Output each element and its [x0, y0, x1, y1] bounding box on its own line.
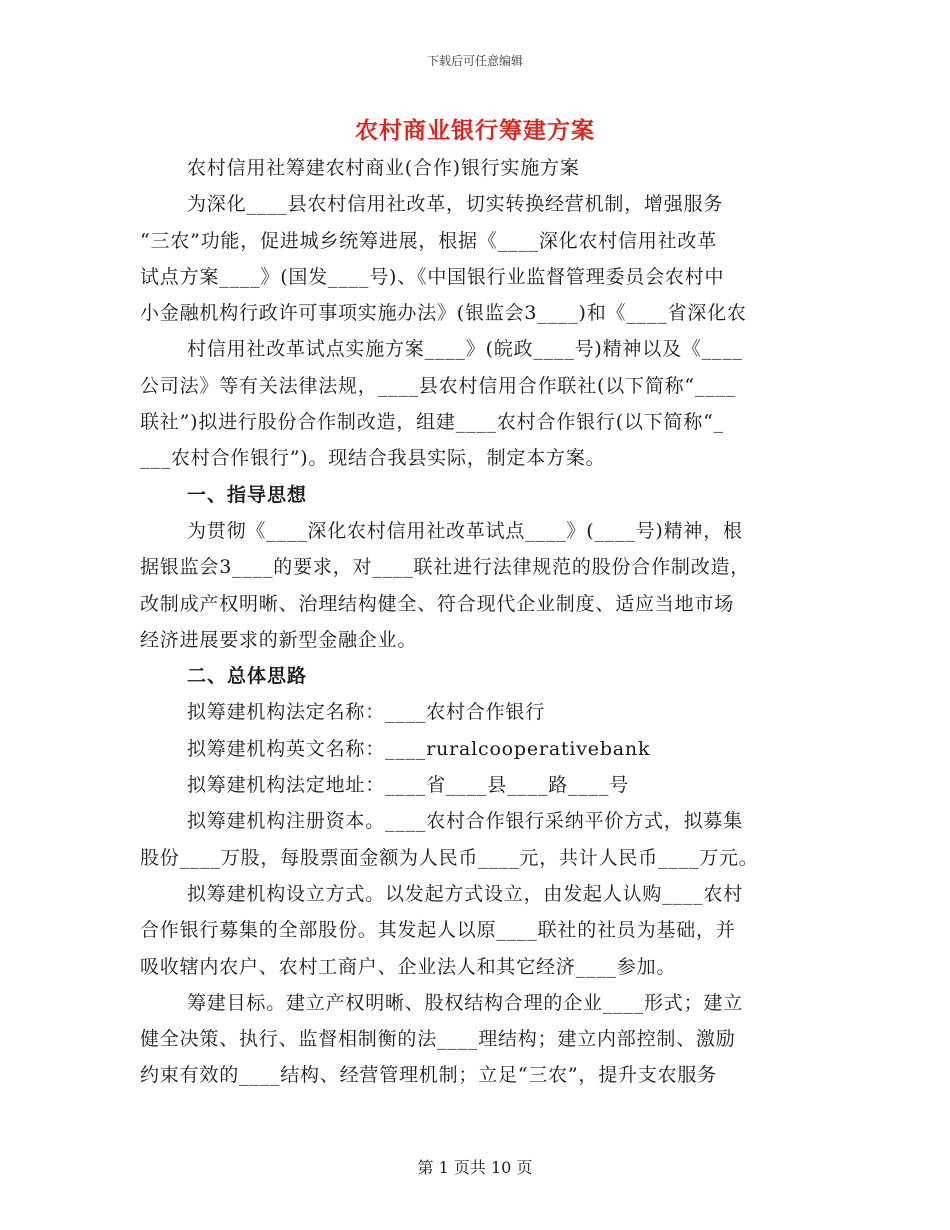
paragraph-line: 拟筹建机构注册资本。____农村合作银行采纳平价方式，拟募集 — [187, 810, 744, 833]
paragraph-line: 农村信用社筹建农村商业(合作)银行实施方案 — [187, 157, 580, 179]
section-heading: 二、总体思路 — [187, 665, 308, 688]
paragraph-line: “三农”功能，促进城乡统筹进展，根据《____深化农村信用社改革 — [140, 229, 718, 252]
document-title: 农村商业银行筹建方案 — [355, 118, 595, 144]
paragraph-line: 改制成产权明晰、治理结构健全、符合现代企业制度、适应当地市场 — [140, 592, 735, 615]
paragraph-line: 联社”)拟进行股份合作制改造，组建____农村合作银行(以下简称“_ — [140, 411, 724, 434]
paragraph-line: 试点方案____》(国发____号)、《中国银行业监督管理委员会农村中 — [140, 265, 725, 288]
page-header: 下载后可任意编辑 — [426, 54, 523, 68]
paragraph-line: 公司法》等有关法律法规，____县农村信用合作联社(以下简称“____ — [140, 374, 737, 397]
paragraph-line: 拟筹建机构英文名称：____ruralcooperativebank — [187, 737, 651, 760]
paragraph-line: 合作银行募集的全部股份。其发起人以原____联社的社员为基础，并 — [140, 919, 736, 942]
paragraph-line: 健全决策、执行、监督相制衡的法____理结构；建立内部控制、激励 — [140, 1028, 736, 1051]
document-body — [140, 150, 820, 1094]
paragraph-line: 拟筹建机构法定名称：____农村合作银行 — [187, 701, 546, 724]
paragraph-line: 为贯彻《____深化农村信用社改革试点____》(____号)精神，根 — [187, 519, 743, 542]
paragraph-line: 据银监会3____的要求，对____联社进行法律规范的股份合作制改造， — [140, 556, 751, 579]
paragraph-line: 约束有效的____结构、经营管理机制；立足“三农”，提升支农服务 — [140, 1064, 718, 1087]
paragraph-line: ___农村合作银行”)。现结合我县实际，制定本方案。 — [140, 447, 606, 470]
paragraph-line: 村信用社改革试点实施方案____》(皖政____号)精神以及《____ — [187, 338, 743, 361]
section-heading: 一、指导思想 — [187, 483, 308, 506]
paragraph-line: 吸收辖内农户、农村工商户、企业法人和其它经济____参加。 — [140, 955, 677, 978]
paragraph-line: 为深化____县农村信用社改革，切实转换经营机制，增强服务 — [187, 193, 724, 216]
paragraph-line: 拟筹建机构设立方式。以发起方式设立，由发起人认购____农村 — [187, 882, 744, 905]
paragraph-line: 经济进展要求的新型金融企业。 — [140, 628, 418, 651]
paragraph-line: 拟筹建机构法定地址：____省____县____路____号 — [187, 774, 630, 797]
paragraph-line: 筹建目标。建立产权明晰、股权结构合理的企业____形式；建立 — [187, 991, 744, 1014]
paragraph-line: 股份____万股，每股票面金额为人民币____元，共计人民币____万元。 — [140, 846, 759, 869]
page-footer: 第 1 页共 10 页 — [417, 1158, 533, 1177]
paragraph-line: 小金融机构行政许可事项实施办法》(银监会3____)和《____省深化农 — [140, 302, 747, 325]
